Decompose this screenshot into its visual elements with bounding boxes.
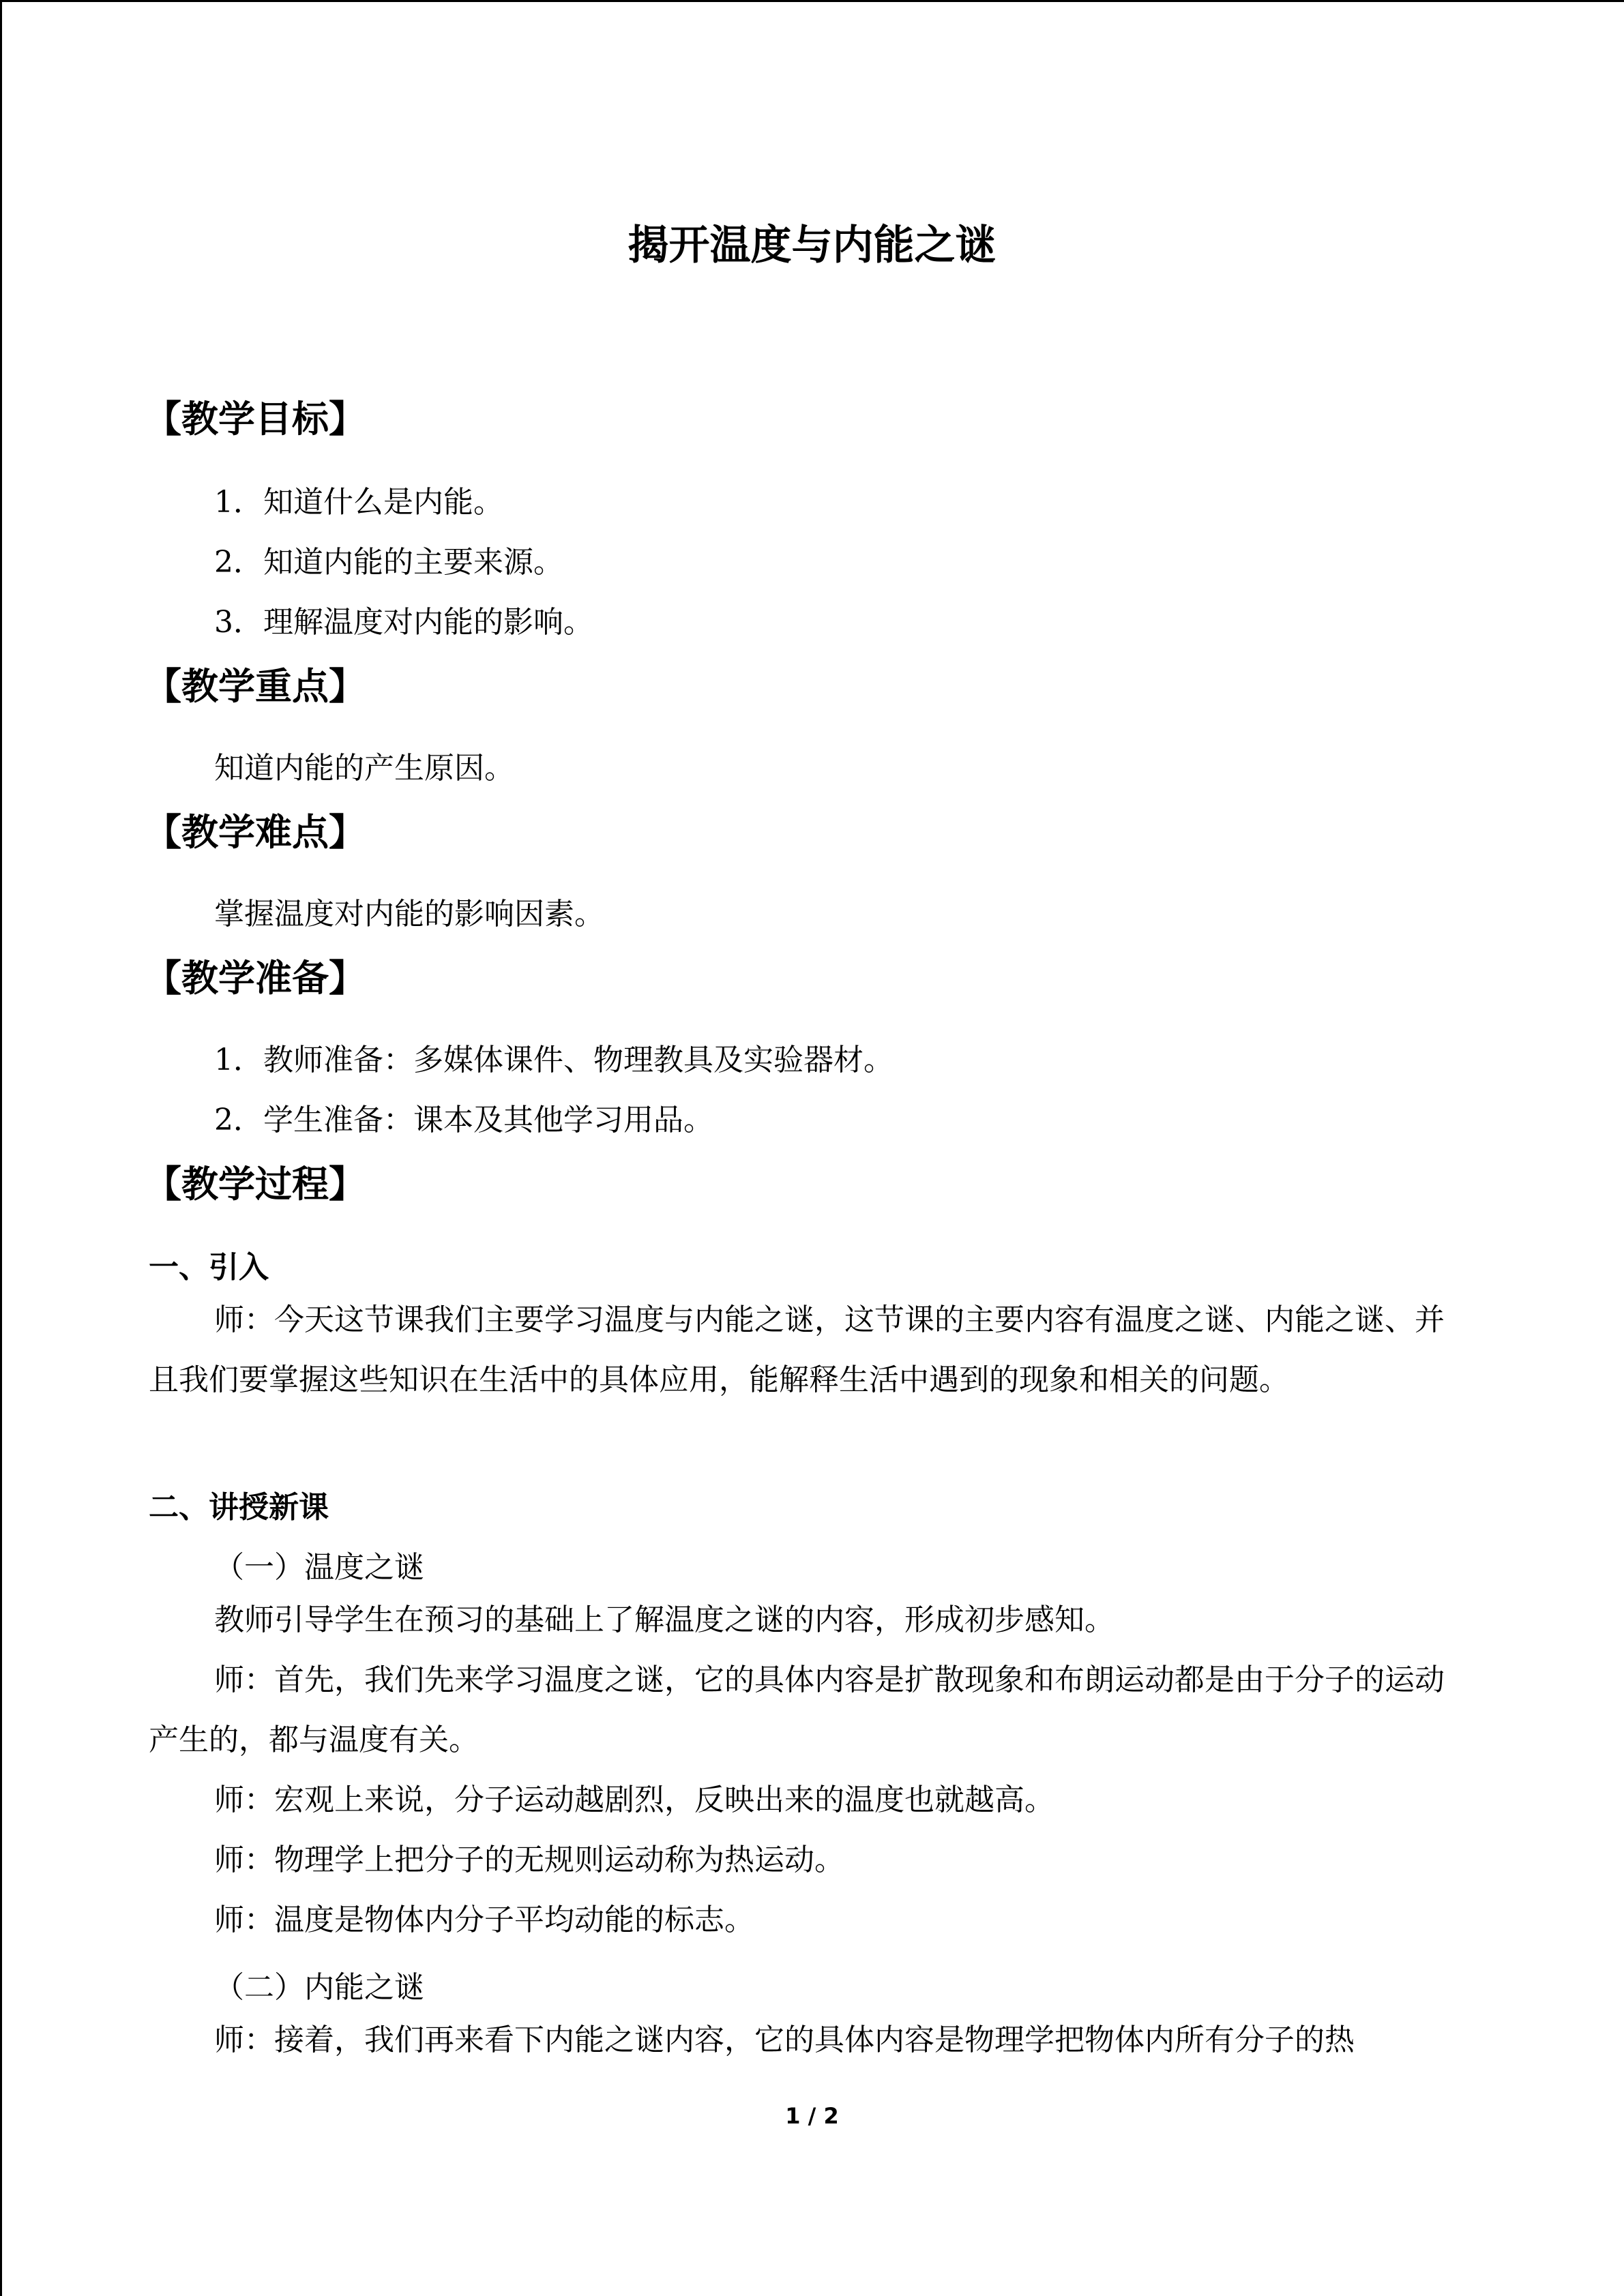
page-border-top <box>0 0 1624 2</box>
difficulty-text: 掌握温度对内能的影响因素。 <box>214 897 604 931</box>
paragraph-2: 师：首先，我们先来学习温度之谜，它的具体内容是扩散现象和布朗运动都是由于分子的运动产生的，都与温度有关。 <box>149 1663 1445 1757</box>
part-2-title: （二）内能之谜 <box>214 1970 424 2005</box>
new-lesson-heading: 二、讲授新课 <box>149 1490 329 1525</box>
heading-process: 【教学过程】 <box>145 1163 366 1206</box>
heading-preparation: 【教学准备】 <box>145 957 366 1000</box>
document-title: 揭开温度与内能之谜 <box>628 222 996 269</box>
heading-difficulty: 【教学难点】 <box>145 811 366 854</box>
paragraph-1: 教师引导学生在预习的基础上了解温度之谜的内容，形成初步感知。 <box>214 1602 1114 1637</box>
key-point-text: 知道内能的产生原因。 <box>214 751 514 786</box>
paragraph-3: 师：宏观上来说，分子运动越剧烈，反映出来的温度也就越高。 <box>214 1783 1054 1817</box>
heading-teaching-goals: 【教学目标】 <box>145 398 366 441</box>
preparation-item-2: 2．学生准备：课本及其他学习用品。 <box>214 1103 713 1137</box>
page-border-left <box>0 0 2 2296</box>
goal-item-2: 2．知道内能的主要来源。 <box>214 545 563 580</box>
paragraph-5: 师：温度是物体内分子平均动能的标志。 <box>214 1903 754 1937</box>
goal-item-3: 3．理解温度对内能的影响。 <box>214 605 593 640</box>
heading-key-point: 【教学重点】 <box>145 665 366 708</box>
page-number: 1 / 2 <box>785 2103 839 2129</box>
goal-item-1: 1．知道什么是内能。 <box>214 485 503 520</box>
preparation-item-1: 1．教师准备：多媒体课件、物理教具及实验器材。 <box>214 1043 894 1077</box>
paragraph-6: 师：接着，我们再来看下内能之谜内容，它的具体内容是物理学把物体内所有分子的热 <box>214 2023 1355 2057</box>
paragraph-4: 师：物理学上把分子的无规则运动称为热运动。 <box>214 1843 844 1877</box>
part-1-title: （一）温度之谜 <box>214 1550 424 1585</box>
intro-heading: 一、引入 <box>149 1250 269 1285</box>
intro-paragraph: 师：今天这节课我们主要学习温度与内能之谜，这节课的主要内容有温度之谜、内能之谜、并且我们要掌握这些知识在生活中的具体应用，能解释生活中遇到的现象和相关的问题。 <box>149 1302 1445 1397</box>
